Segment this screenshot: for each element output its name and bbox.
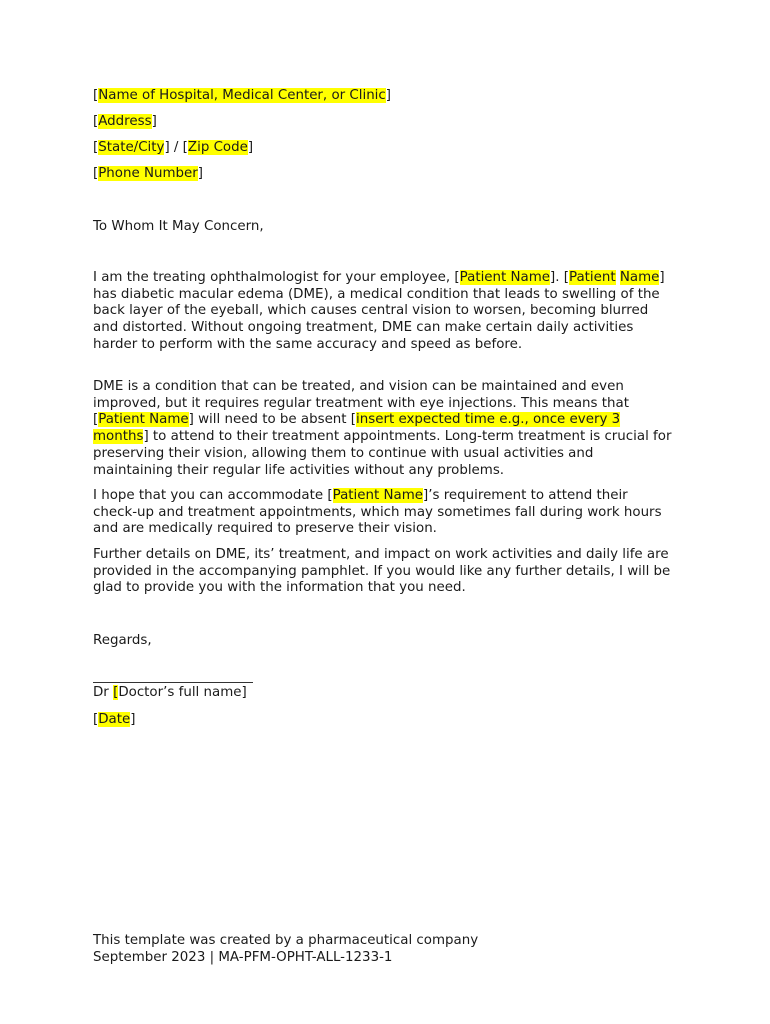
patient-name-placeholder: Patient Name [459,270,551,285]
p2-text-3: ] to attend to their treatment appointments. Long-term treatment is crucial for preserving their vision, allowing them to continue with usual activities and maintaining their regular life activities without any problems. [93,429,672,478]
expected-time-placeholder: months [93,429,144,445]
expected-time-placeholder: insert expected time e.g., once every 3 [356,412,621,428]
p1-text-2: ]. [ [550,270,569,285]
patient-name-placeholder: Name [619,270,660,285]
patient-name-placeholder: Patient Name [98,412,189,428]
footer [93,933,478,966]
signature-line [93,682,253,683]
address-placeholder: Address [98,114,152,129]
p3-text-2: ]’s requirement to attend their check-up and treatment appointments, which may sometimes fall during work hours and are medically required to preserve their vision. [93,488,662,537]
footer-line-2: September 2023 | MA-PFM-OPHT-ALL-1233-1 [93,949,393,965]
state-zip-line: [State/City] / [Zip Code] [93,140,254,155]
closing: Regards, [93,633,152,648]
address-line: [Address] [93,114,157,129]
paragraph-1 [93,270,673,354]
paragraph-3 [93,488,673,538]
hospital-line: [Name of Hospital, Medical Center, or Clinic] [93,88,391,103]
date-line: [Date] [93,712,136,727]
p2-text-2: ] will need to be absent [ [188,412,357,428]
footer-line-1: This template was created by a pharmaceutical company [93,933,479,948]
doctor-name-line [93,684,247,701]
p2-text-1: DME is a condition that can be treated, and vision can be maintained and even improved, but it requires regular treatment with eye injections. This means that [ [93,379,629,428]
doctor-bracket: [ [113,685,119,700]
p1-text-1: I am the treating ophthalmologist for your employee, [ [93,270,460,285]
doctor-name-placeholder: Doctor’s full name] [118,685,247,700]
state-city-placeholder: State/City [98,140,165,155]
phone-line: [Phone Number] [93,166,203,181]
phone-placeholder: Phone Number [98,166,198,181]
doctor-prefix: Dr [93,685,114,700]
patient-name-placeholder: Patient Name [332,488,423,503]
salutation: To Whom It May Concern, [93,219,264,234]
paragraph-4: Further details on DME, its’ treatment, and impact on work activities and daily life are provided in the accompanying pamphlet. If you would like any further details, I will be glad to provide you with the information that you need. [93,547,671,596]
zip-placeholder: Zip Code [187,140,248,155]
patient-name-placeholder: Patient [569,270,616,285]
date-placeholder: Date [98,712,131,727]
p3-text-1: I hope that you can accommodate [ [93,488,333,503]
hospital-placeholder: Name of Hospital, Medical Center, or Clinic [98,88,386,103]
p1-text-3: ] has diabetic macular edema (DME), a medical condition that leads to swelling of the back layer of the eyeball, which causes central vision to worsen, becoming blurred and distorted. Without ongoing treatment, DME can make certain daily activities harder to perform with the same accuracy and speed as before. [93,270,665,352]
paragraph-2 [93,379,673,479]
